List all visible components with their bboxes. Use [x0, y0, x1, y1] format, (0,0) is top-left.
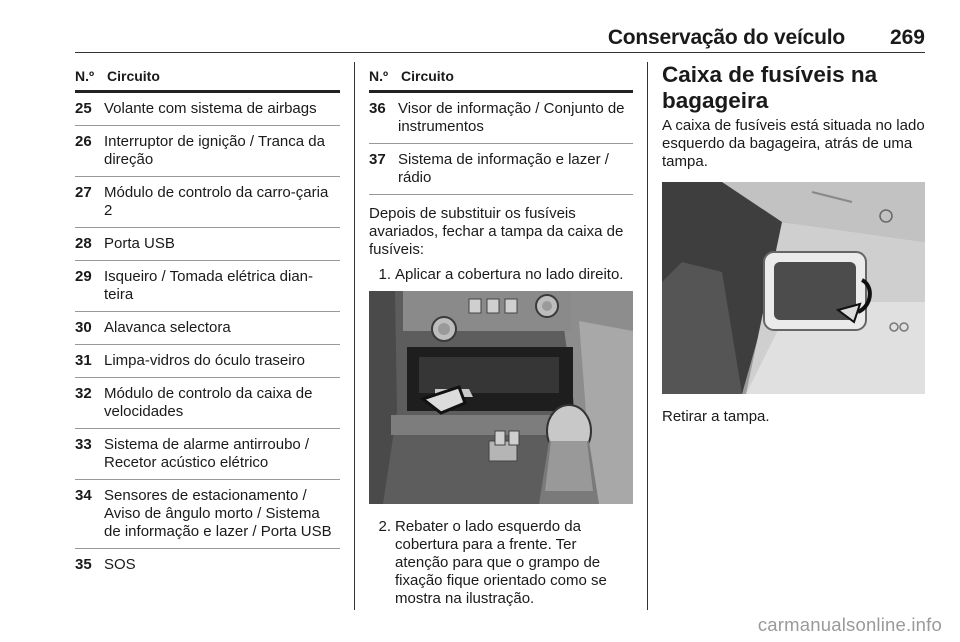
- fuse-number: 28: [75, 235, 92, 252]
- step-number: 2.: [378, 518, 391, 535]
- circuit-text: SOS: [104, 556, 136, 573]
- circuit-text: Módulo de controlo da caixa de velocidades: [104, 385, 313, 420]
- intro-paragraph: Depois de substituir os fusíveis avariados, fechar a tampa da caixa de fusíveis:: [369, 205, 624, 258]
- column-header-number: N.º: [369, 68, 389, 84]
- section-heading: Caixa de fusíveis na bagageira: [662, 62, 878, 113]
- circuit-text: Sistema de informação e lazer / rádio: [398, 151, 609, 186]
- circuit-text: Limpa-vidros do óculo traseiro: [104, 352, 305, 369]
- table-row: [75, 261, 340, 312]
- table-row: [369, 144, 633, 195]
- circuit-text: Porta USB: [104, 235, 175, 252]
- circuit-text: Sensores de estacionamento / Aviso de ângulo morto / Sistema de informação e lazer / Porta USB: [104, 487, 332, 540]
- fuse-number: 32: [75, 385, 92, 402]
- step-text: Rebater o lado esquerdo da cobertura para a frente. Ter atenção para que o grampo de fixação fique orientado como se mostra na ilustração.: [395, 518, 607, 607]
- step-2: [369, 518, 633, 608]
- table-row: [75, 549, 340, 581]
- circuit-text: Volante com sistema de airbags: [104, 100, 317, 117]
- circuit-text: Visor de informação / Conjunto de instrumentos: [398, 100, 625, 135]
- middle-column: [369, 62, 633, 608]
- illustration-caption: Retirar a tampa.: [662, 408, 770, 425]
- table-row: [75, 93, 340, 126]
- table-row: [75, 126, 340, 177]
- circuit-text: Módulo de controlo da carro-çaria 2: [104, 184, 329, 219]
- table-row: [75, 480, 340, 549]
- fuse-number: 31: [75, 352, 92, 369]
- fuse-number: 35: [75, 556, 92, 573]
- column-divider-2: [647, 62, 648, 610]
- step-number: 1.: [378, 266, 391, 283]
- fuse-number: 30: [75, 319, 92, 336]
- watermark: carmanualsonline.info: [757, 614, 942, 635]
- luggage-fusebox-illustration: [662, 182, 925, 394]
- table-row: [75, 312, 340, 345]
- fuse-number: 26: [75, 133, 92, 150]
- console-illustration: [369, 291, 633, 504]
- circuit-text: Sistema de alarme antirroubo / Recetor acústico elétrico: [104, 436, 310, 471]
- table-row: [75, 378, 340, 429]
- fuse-number: 29: [75, 268, 92, 285]
- column-header-circuit: Circuito: [107, 68, 160, 84]
- fuse-number: 33: [75, 436, 92, 453]
- table-row: [75, 228, 340, 261]
- fuse-number: 27: [75, 184, 92, 201]
- circuit-text: Alavanca selectora: [104, 319, 231, 336]
- right-column: [662, 62, 927, 426]
- page-header: [75, 26, 925, 53]
- luggage-fusebox-image: [662, 182, 925, 394]
- section-paragraph: A caixa de fusíveis está situada no lado esquerdo da bagageira, atrás de uma tampa.: [662, 117, 925, 170]
- step-text: Aplicar a cobertura no lado direito.: [395, 266, 624, 283]
- fuse-number: 25: [75, 100, 92, 117]
- fuse-number: 36: [369, 100, 386, 117]
- column-header-number: N.º: [75, 68, 95, 84]
- column-header-circuit: Circuito: [401, 68, 454, 84]
- table-row: [75, 345, 340, 378]
- step-1: [369, 266, 633, 284]
- page-header-title: Conservação do veículo: [607, 26, 845, 49]
- table-row: [75, 429, 340, 480]
- table-row: [75, 177, 340, 228]
- column-divider-1: [354, 62, 355, 610]
- console-fusebox-image: [369, 291, 633, 504]
- fuse-table-1: [75, 62, 340, 581]
- page-number: 269: [889, 26, 925, 49]
- circuit-text: Interruptor de ignição / Tranca da direção: [104, 133, 325, 168]
- fuse-number: 37: [369, 151, 386, 168]
- circuit-text: Isqueiro / Tomada elétrica dian-teira: [104, 268, 314, 303]
- table-header: [75, 62, 340, 93]
- table-header: [369, 62, 633, 93]
- table-row: [369, 93, 633, 144]
- fuse-number: 34: [75, 487, 92, 504]
